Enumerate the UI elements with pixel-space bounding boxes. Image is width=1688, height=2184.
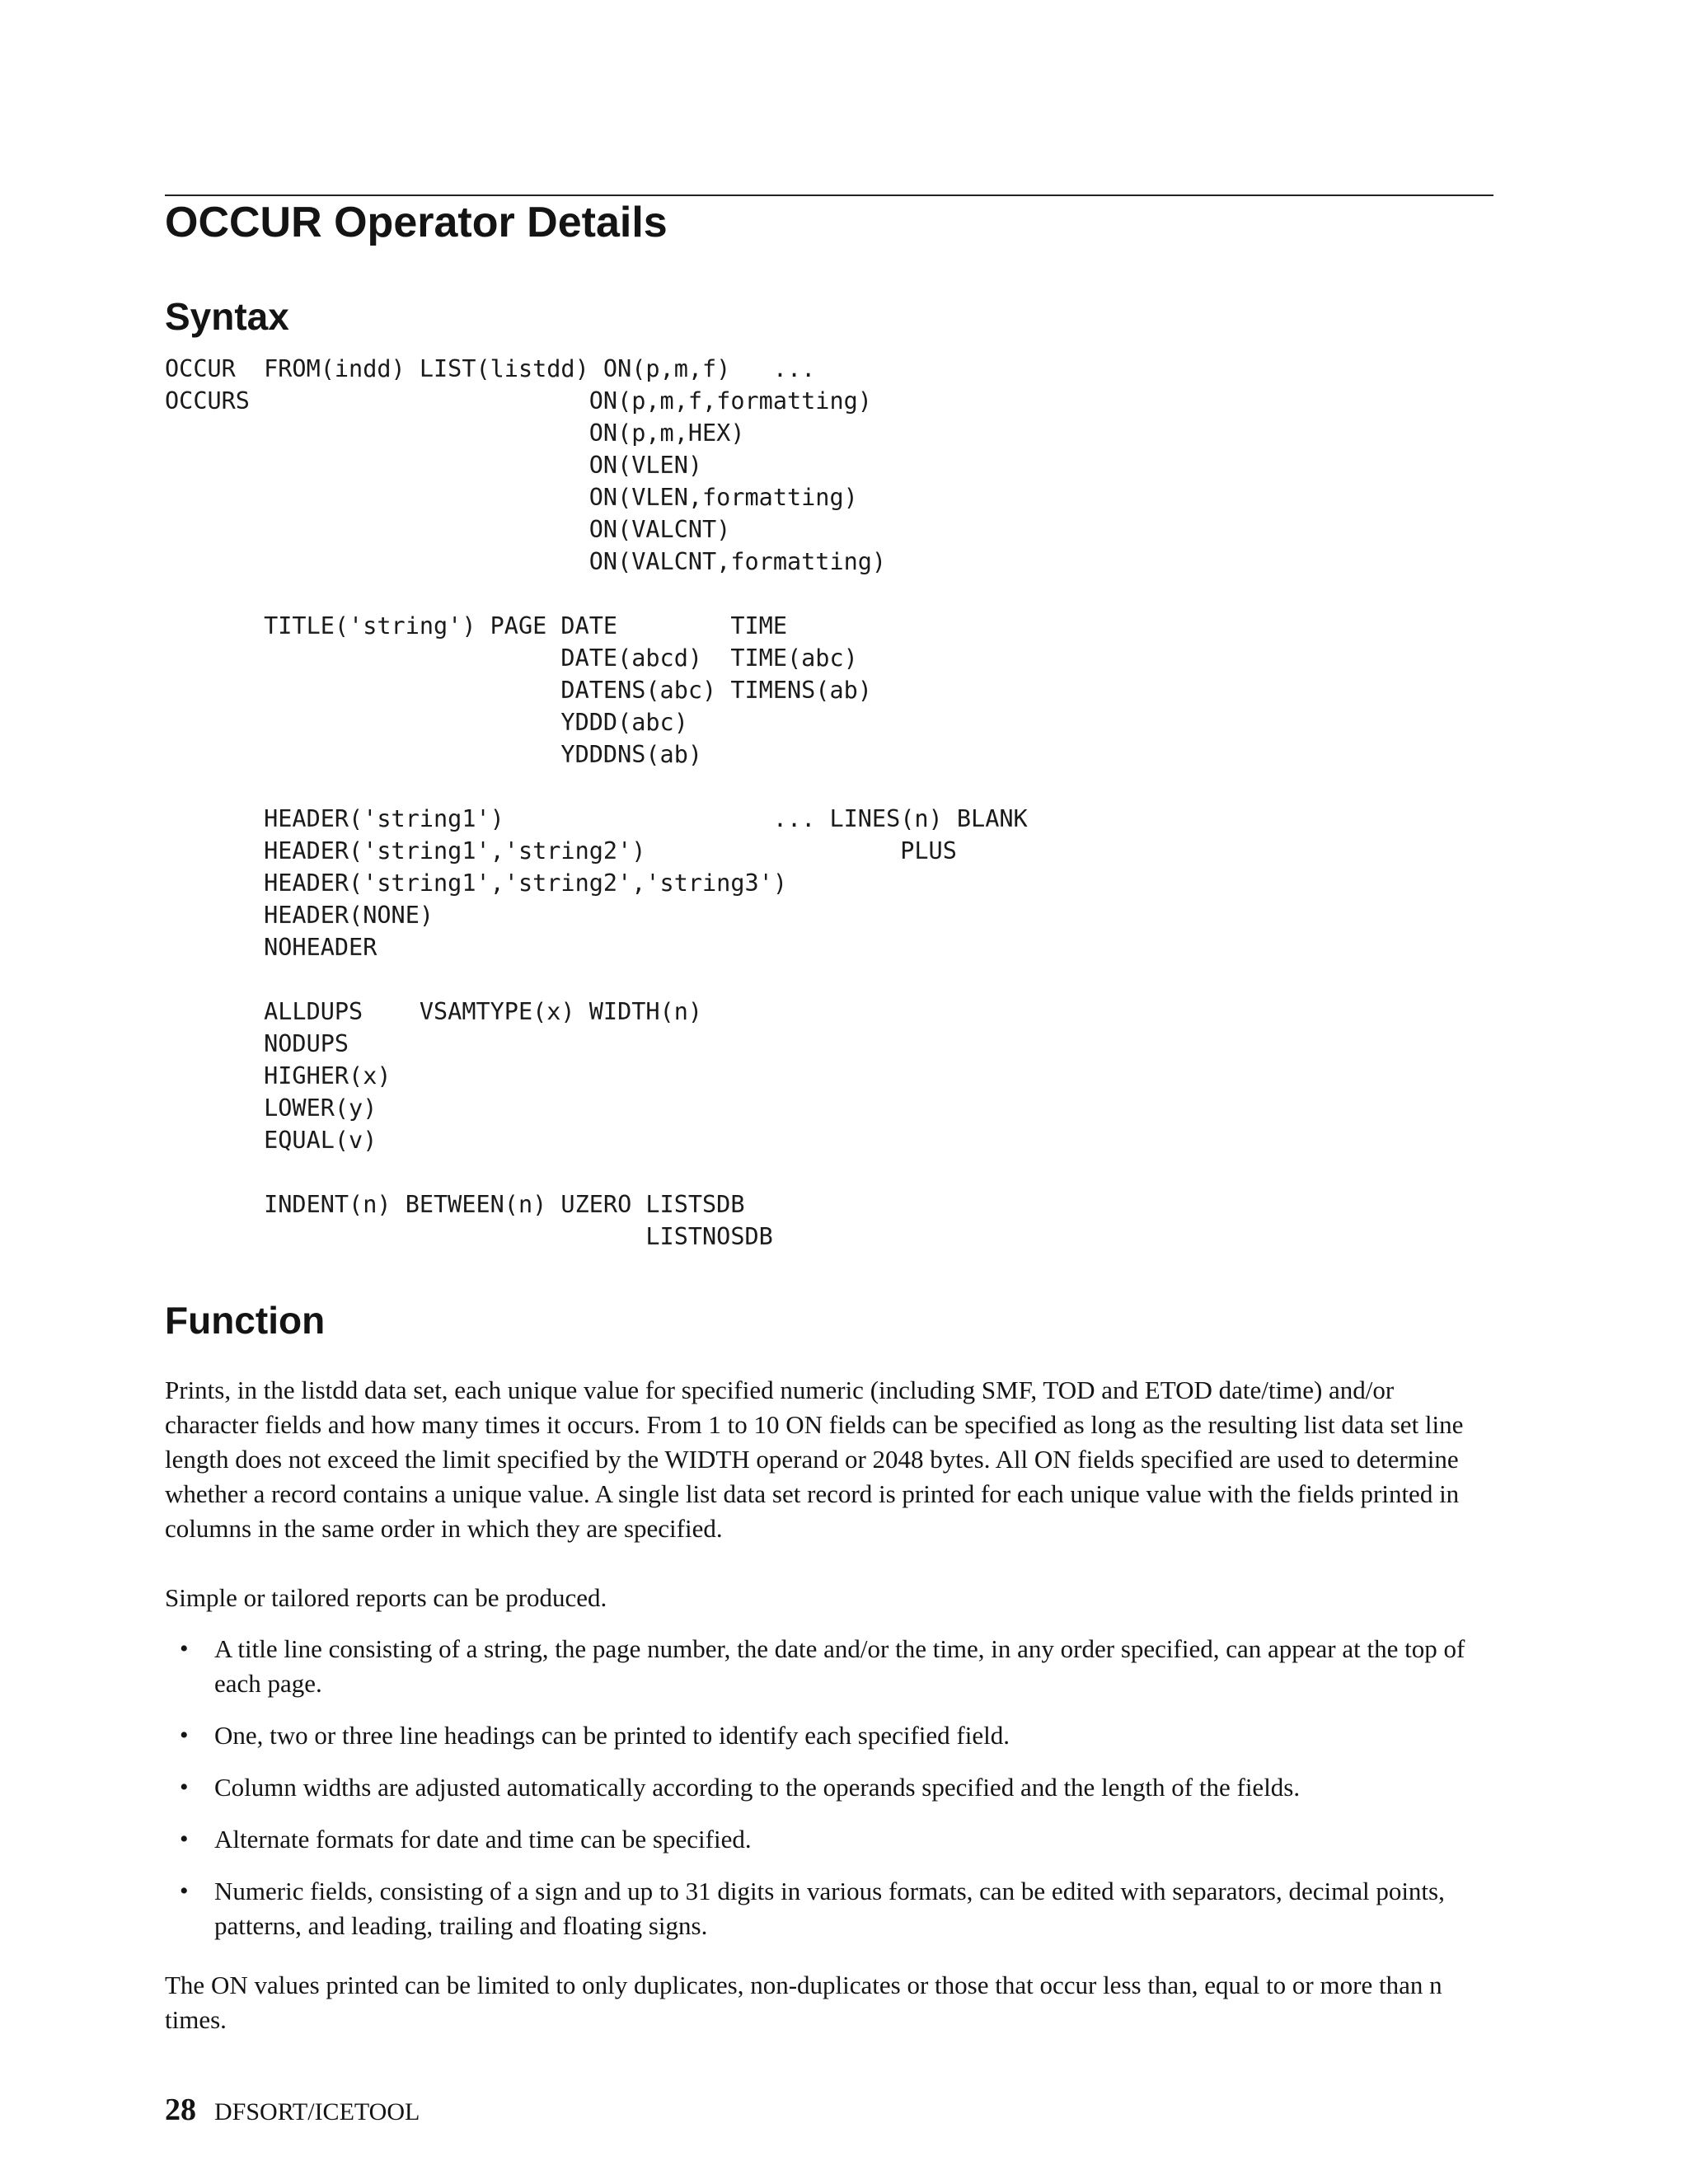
bullet-icon: • [180, 1825, 189, 1853]
bullet-icon: • [180, 1774, 189, 1801]
function-paragraph-3: The ON values printed can be limited to only duplicates, non-duplicates or those that occur less than, equal to or more than n times. [165, 1971, 1442, 2034]
feature-list-item [165, 1632, 1493, 1701]
bullet-icon: • [180, 1635, 189, 1662]
syntax-block: OCCUR FROM(indd) LIST(listdd) ON(p,m,f) ... OCCURS ON(p,m,f,formatting) ON(p,m,HEX) ON(VLEN) ON(VLEN,formatting) ON(VALCNT) ON(VALCNT,formatting) TITLE('string') PAGE DATE TIME DATE(abcd) TIME(abc) DATENS(abc) TIMENS(ab) YDDD(abc) YDDDNS(ab) HEADER('string1') ... LINES(n) BLANK HEADER('string1','string2') PLUS HEADER('string1','string2','string3') HEADER(NONE) NOHEADER ALLDUPS VSAMTYPE(x) WIDTH(n) NODUPS HIGHER(x) LOWER(y) EQUAL(v) INDENT(n) BETWEEN(n) UZERO LISTSDB LISTNOSDB [165, 355, 1028, 1250]
bullet-icon: • [180, 1877, 189, 1905]
page-title: OCCUR Operator Details [165, 199, 668, 246]
page-number: 28 [165, 2093, 196, 2127]
feature-list-item [165, 1874, 1493, 1943]
feature-text: One, two or three line headings can be printed to identify each specified field. [214, 1721, 1010, 1750]
syntax-heading: Syntax [165, 295, 289, 338]
feature-list-item [165, 1718, 1493, 1753]
feature-text: Column widths are adjusted automatically according to the operands specified and the length of the fields. [214, 1773, 1301, 1802]
feature-list-item [165, 1770, 1493, 1805]
feature-text: Numeric fields, consisting of a sign and up to 31 digits in various formats, can be edited with separators, decimal points, patterns, and leading, trailing and floating signs. [214, 1877, 1445, 1940]
bullet-icon: • [180, 1722, 189, 1749]
feature-list [165, 1632, 1493, 1961]
function-paragraph-2: Simple or tailored reports can be produced. [165, 1583, 607, 1612]
function-heading: Function [165, 1299, 326, 1342]
feature-text: Alternate formats for date and time can be specified. [214, 1825, 752, 1854]
page-footer [165, 2092, 420, 2128]
feature-list-item [165, 1822, 1493, 1857]
feature-text: A title line consisting of a string, the page number, the date and/or the time, in any order specified, can appear at the top of each page. [214, 1634, 1465, 1698]
book-title: DFSORT/ICETOOL [214, 2098, 420, 2125]
function-paragraph-1: Prints, in the listdd data set, each unique value for specified numeric (including SMF, TOD and ETOD date/time) and/or character fields and how many times it occurs. From 1 to 10 ON fields can be specified as long as the resulting list data set line length does not exceed the limit specified by the WIDTH operand or 2048 bytes. All ON fields specified are used to determine whether a record contains a unique value. A single list data set record is printed for each unique value with the fields printed in columns in the same order in which they are specified. [165, 1376, 1464, 1543]
